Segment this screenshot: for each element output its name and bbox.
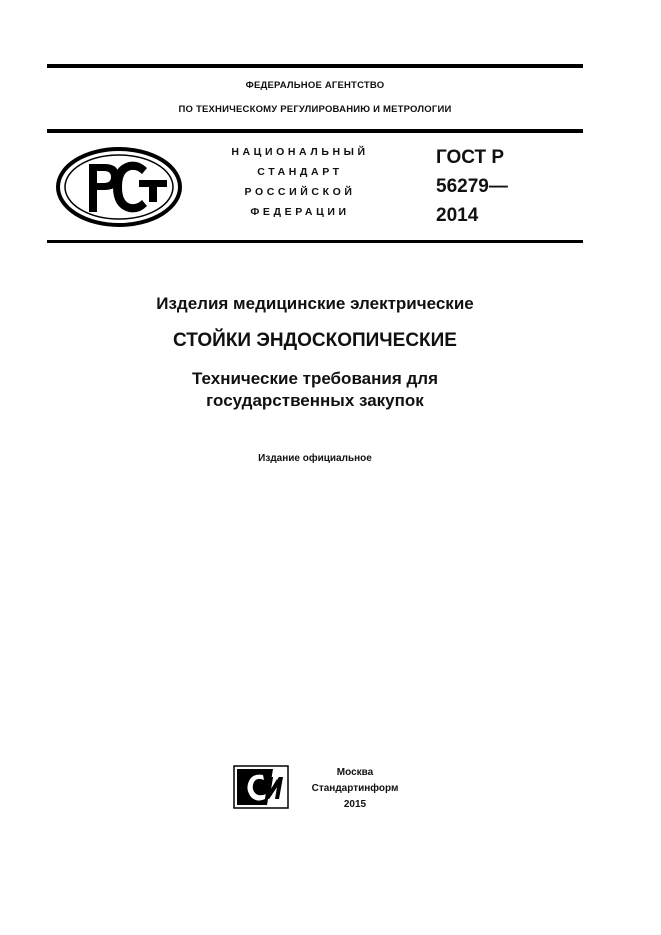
publisher-info — [300, 765, 410, 813]
top-rule — [47, 64, 583, 68]
title-line-1: Изделия медицинские электрические — [156, 294, 474, 313]
rst-certification-logo-icon — [55, 146, 183, 228]
publisher-year: 2015 — [343, 799, 367, 810]
agency-line-2: ПО ТЕХНИЧЕСКОМУ РЕГУЛИРОВАНИЮ И МЕТРОЛОГИИ — [178, 104, 452, 115]
subtitle — [47, 368, 583, 412]
title-line-2: СТОЙКИ ЭНДОСКОПИЧЕСКИЕ — [173, 330, 457, 351]
national-line-2: СТАНДАРТ — [257, 166, 343, 178]
national-standard-label — [200, 142, 400, 222]
header-rule — [47, 129, 583, 133]
standartinform-logo-icon — [233, 765, 289, 809]
agency-line-1: ФЕДЕРАЛЬНОЕ АГЕНТСТВО — [245, 80, 385, 91]
national-line-1: НАЦИОНАЛЬНЫЙ — [231, 146, 369, 158]
gost-line-3: 2014 — [436, 205, 479, 226]
publisher-name: Стандартинформ — [311, 783, 399, 794]
national-line-3: РОССИЙСКОЙ — [244, 186, 356, 198]
gost-line-1: ГОСТ Р — [436, 147, 505, 168]
gost-line-2: 56279— — [436, 176, 508, 197]
publisher-city: Москва — [336, 767, 374, 778]
subtitle-line-1: Технические требования для — [191, 369, 438, 388]
subtitle-line-2: государственных закупок — [206, 391, 424, 410]
edition-label: Издание официальное — [258, 453, 372, 464]
block-rule — [47, 240, 583, 243]
gost-designation — [436, 143, 508, 230]
national-line-4: ФЕДЕРАЦИИ — [250, 206, 350, 218]
